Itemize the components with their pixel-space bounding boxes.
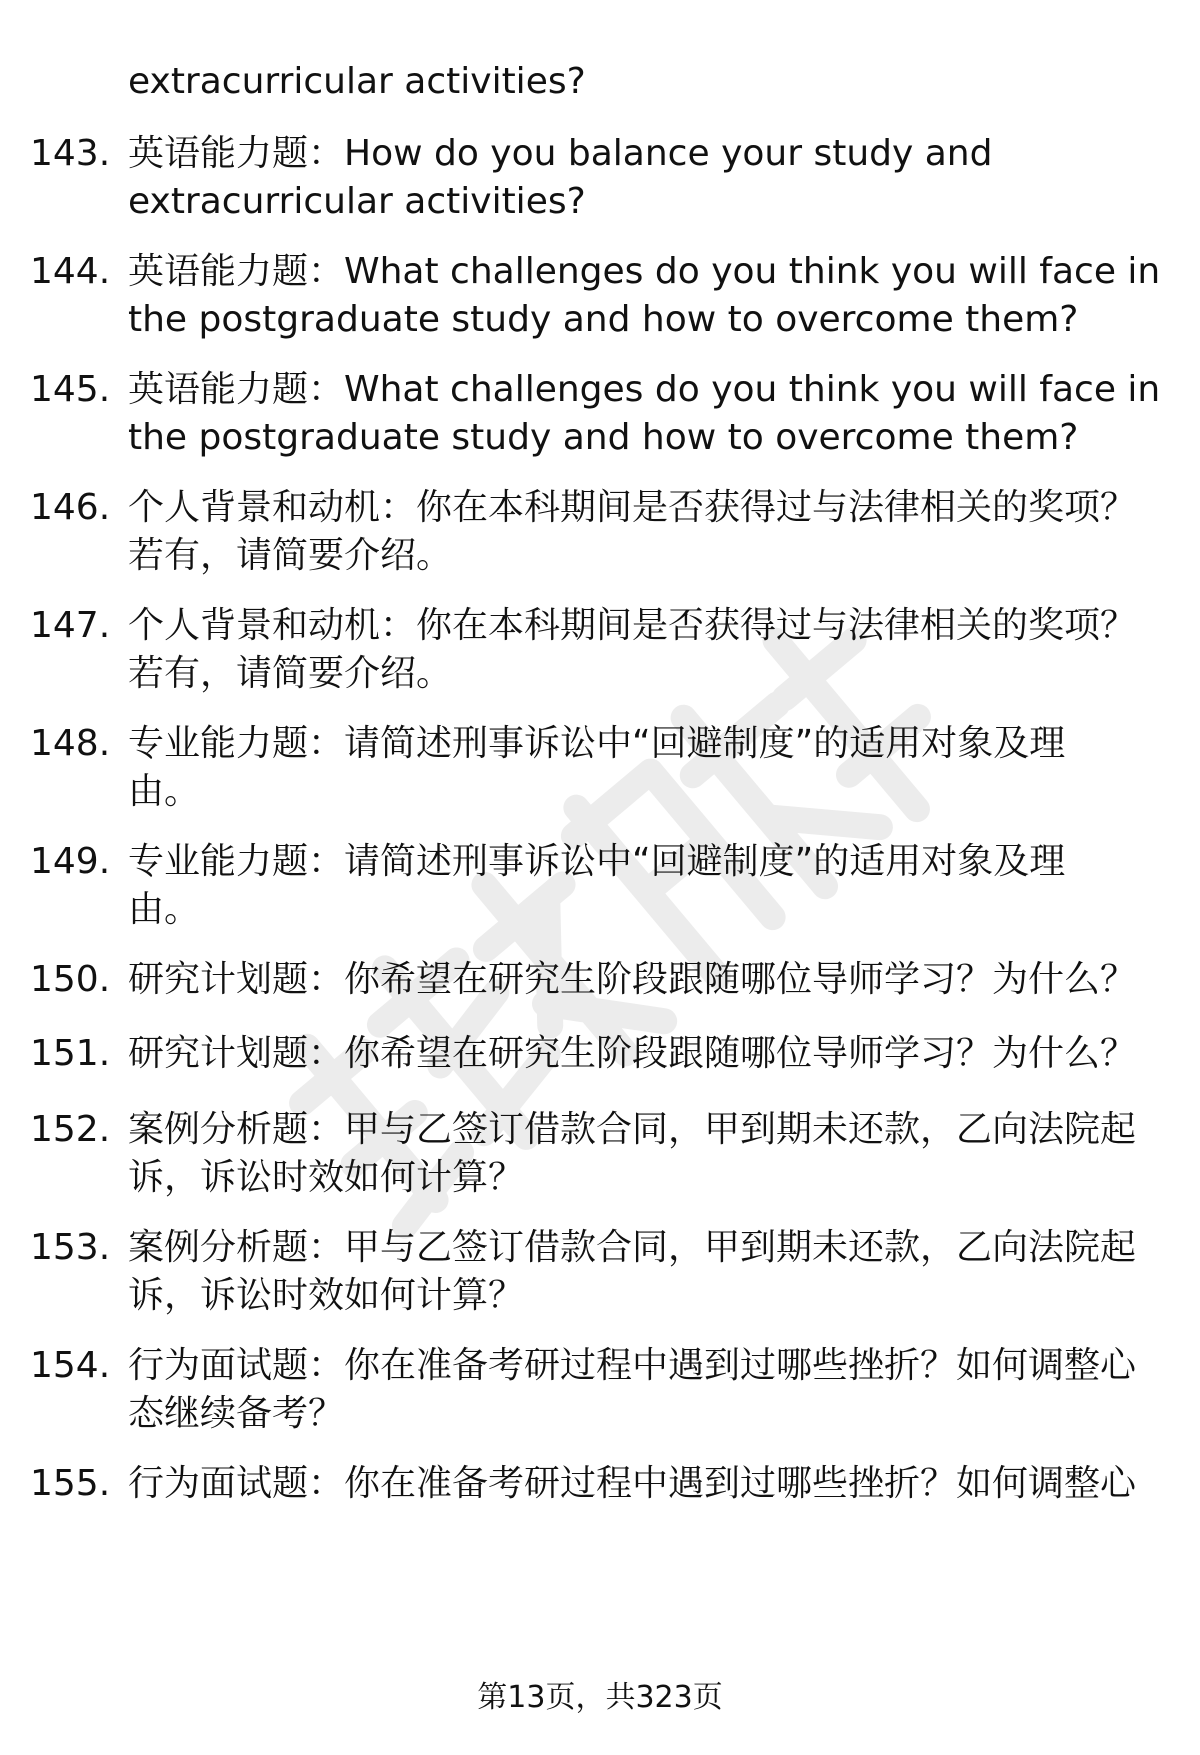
item-line: 英语能力题：What challenges do you think you will face in: [128, 369, 1161, 410]
item-line: 专业能力题：请简述刑事诉讼中“回避制度”的适用对象及理: [128, 841, 1066, 882]
item-text: [128, 1342, 1138, 1438]
item-text: [128, 838, 1138, 934]
item-number: 152.: [30, 1109, 111, 1150]
item-number: 147.: [30, 605, 111, 646]
item-text: [128, 484, 1138, 580]
item-number: 145.: [30, 369, 111, 410]
item-text: [128, 720, 1138, 816]
item-number: 155.: [30, 1463, 111, 1504]
item-line: 行为面试题：你在准备考研过程中遇到过哪些挫折？如何调整心: [128, 1463, 1137, 1504]
item-text: [128, 1106, 1138, 1202]
item-line: 案例分析题：甲与乙签订借款合同，甲到期未还款，乙向法院起: [128, 1227, 1137, 1268]
item-line: 若有，请简要介绍。: [128, 535, 453, 576]
item-line: the postgraduate study and how to overcome them?: [128, 299, 1079, 340]
item-line: 由。: [128, 771, 201, 812]
item-line: 专业能力题：请简述刑事诉讼中“回避制度”的适用对象及理: [128, 723, 1066, 764]
item-number: 149.: [30, 841, 111, 882]
item-line: 若有，请简要介绍。: [128, 653, 453, 694]
item-line: extracurricular activities?: [128, 181, 586, 222]
item-number: 153.: [30, 1227, 111, 1268]
item-line: 诉，诉讼时效如何计算？: [128, 1275, 525, 1316]
item-text: [128, 1224, 1138, 1320]
item-line: the postgraduate study and how to overcome them?: [128, 417, 1079, 458]
item-line: 案例分析题：甲与乙签订借款合同，甲到期未还款，乙向法院起: [128, 1109, 1137, 1150]
item-text: [128, 1030, 1138, 1078]
continuation-line: extracurricular activities?: [128, 61, 586, 102]
item-text: [128, 956, 1138, 1004]
item-line: 由。: [128, 889, 201, 930]
item-text: [128, 602, 1138, 698]
item-text: [128, 130, 1138, 226]
item-number: 154.: [30, 1345, 111, 1386]
page-footer: 第13页，共323页: [477, 1680, 723, 1715]
item-text: [128, 248, 1161, 344]
item-line: 个人背景和动机：你在本科期间是否获得过与法律相关的奖项？: [128, 487, 1137, 528]
item-line: 英语能力题：How do you balance your study and: [128, 133, 993, 174]
item-line: 研究计划题：你希望在研究生阶段跟随哪位导师学习？为什么？: [128, 959, 1137, 1000]
item-number: 148.: [30, 723, 111, 764]
item-line: 英语能力题：What challenges do you think you will face in: [128, 251, 1161, 292]
item-line: 行为面试题：你在准备考研过程中遇到过哪些挫折？如何调整心: [128, 1345, 1137, 1386]
item-text: [128, 1460, 1138, 1508]
item-number: 144.: [30, 251, 111, 292]
item-number: 150.: [30, 959, 111, 1000]
item-line: 个人背景和动机：你在本科期间是否获得过与法律相关的奖项？: [128, 605, 1137, 646]
item-line: 诉，诉讼时效如何计算？: [128, 1157, 525, 1198]
item-line: 研究计划题：你希望在研究生阶段跟随哪位导师学习？为什么？: [128, 1033, 1137, 1074]
item-line: 态继续备考？: [128, 1393, 345, 1434]
item-number: 151.: [30, 1033, 111, 1074]
item-number: 146.: [30, 487, 111, 528]
item-number: 143.: [30, 133, 111, 174]
item-text: [128, 366, 1161, 462]
